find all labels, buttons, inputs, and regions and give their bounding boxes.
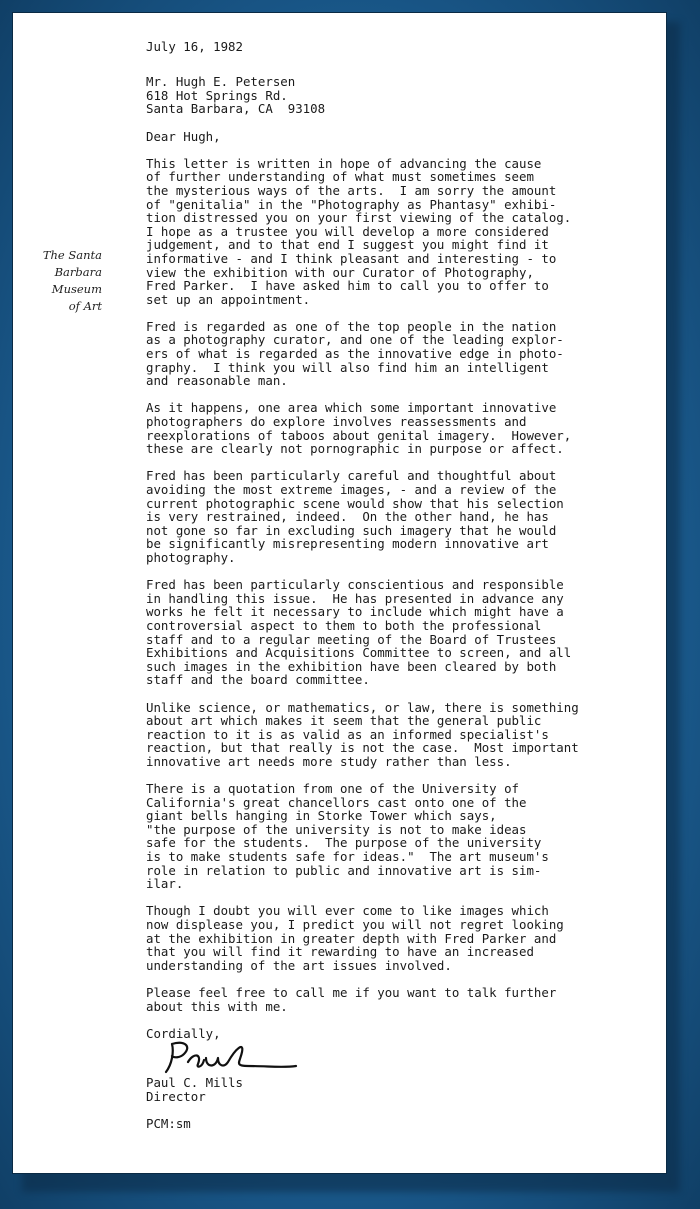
paragraph-line: such images in the exhibition have been cleared by both: [146, 658, 557, 674]
paragraph-line: ers of what is regarded as the innovative edge in photo-: [146, 346, 564, 362]
paragraph-line: I hope as a trustee you will develop a more considered: [146, 223, 549, 239]
paragraph-line: Fred has been particularly careful and thoughtful about: [146, 468, 557, 484]
address-line: 618 Hot Springs Rd.: [146, 87, 288, 103]
paragraph-line: is to make students safe for ideas." The art museum's: [146, 849, 549, 865]
signer-title: Director: [146, 1088, 206, 1104]
museum-letterhead: [30, 247, 102, 315]
paragraph-line: at the exhibition in greater depth with Fred Parker and: [146, 930, 557, 946]
salutation: Dear Hugh,: [146, 128, 221, 144]
paragraph-line: and reasonable man.: [146, 373, 288, 389]
paragraph-line: Fred Parker. I have asked him to call you to offer to: [146, 278, 549, 294]
paragraph: [146, 469, 636, 564]
paragraph-line: is very restrained, indeed. On the other hand, he has: [146, 509, 549, 525]
letter-body: [146, 40, 636, 1131]
paragraph: [146, 320, 636, 388]
paragraph-line: view the exhibition with our Curator of Photography,: [146, 264, 534, 280]
paragraph-line: controversial aspect to them to both the professional: [146, 617, 542, 633]
paragraph-line: in handling this issue. He has presented in advance any: [146, 590, 564, 606]
paragraph: [146, 157, 636, 307]
paragraph-line: staff and to a regular meeting of the Board of Trustees: [146, 631, 557, 647]
paragraph-line: works he felt it necessary to include which might have a: [146, 604, 564, 620]
address-line: Mr. Hugh E. Petersen: [146, 74, 296, 90]
paragraph-line: Fred has been particularly conscientious and responsible: [146, 577, 564, 593]
paragraph-line: about this with me.: [146, 998, 288, 1014]
paragraph-line: now displease you, I predict you will not regret looking: [146, 917, 564, 932]
recipient-address: [146, 75, 636, 116]
paragraph-line: of further understanding of what must sometimes seem: [146, 169, 534, 185]
paragraph: [146, 904, 636, 972]
letter-date: July 16, 1982: [146, 39, 243, 54]
paragraph-line: judgement, and to that end I suggest you might find it: [146, 237, 549, 253]
paragraph-line: role in relation to public and innovative art is sim-: [146, 862, 542, 878]
paragraph-line: giant bells hanging in Storke Tower which says,: [146, 808, 497, 824]
paragraph-line: of "genitalia" in the "Photography as Phantasy" exhibi-: [146, 196, 557, 212]
paragraph-line: ilar.: [146, 876, 184, 892]
reference-initials: PCM:sm: [146, 1116, 191, 1132]
paragraph-line: current photographic scene would show that his selection: [146, 495, 564, 511]
paragraph-line: be significantly misrepresenting modern innovative art: [146, 536, 549, 552]
paragraph-line: "the purpose of the university is not to make ideas: [146, 821, 527, 837]
paragraph-line: As it happens, one area which some important innovative: [146, 400, 557, 416]
letterhead-line: Barbara: [54, 265, 102, 279]
paragraph-line: reexplorations of taboos about genital imagery. However,: [146, 427, 572, 443]
letterhead-line: of Art: [68, 299, 102, 313]
letterhead-line: The Santa: [42, 248, 102, 262]
paragraph-line: photographers do explore involves reassessments and: [146, 414, 527, 430]
paragraph-line: graphy. I think you will also find him an intelligent: [146, 359, 549, 375]
paragraph-line: tion distressed you on your first viewing of the catalog.: [146, 210, 572, 226]
paragraph-line: California's great chancellors cast onto one of the: [146, 794, 527, 810]
paragraph-line: informative - and I think pleasant and interesting - to: [146, 250, 557, 266]
paragraph: [146, 701, 636, 769]
letterhead-line: Museum: [51, 282, 102, 296]
paragraph-line: photography.: [146, 549, 236, 565]
paragraph-line: Unlike science, or mathematics, or law, there is something: [146, 699, 579, 715]
letter-paragraphs: [146, 157, 636, 1027]
paragraph: [146, 782, 636, 891]
address-line: Santa Barbara, CA 93108: [146, 101, 326, 117]
paragraph-line: Though I doubt you will ever come to like images which: [146, 903, 549, 919]
paragraph-line: as a photography curator, and one of the leading explor-: [146, 332, 564, 348]
paragraph-line: There is a quotation from one of the University of: [146, 781, 519, 797]
handwritten-signature: [158, 1040, 298, 1076]
paragraph-line: reaction to it is as valid as an informed specialist's: [146, 726, 549, 742]
paragraph-line: avoiding the most extreme images, - and a review of the: [146, 482, 557, 497]
paragraph-line: Fred is regarded as one of the top people in the nation: [146, 318, 557, 334]
paragraph-line: that you will find it rewarding to have an increased: [146, 944, 534, 960]
paragraph-line: staff and the board committee.: [146, 672, 370, 688]
paragraph-line: these are clearly not pornographic in purpose or affect.: [146, 441, 564, 457]
signer-name: Paul C. Mills: [146, 1075, 243, 1091]
paragraph-line: the mysterious ways of the arts. I am sorry the amount: [146, 182, 557, 198]
paragraph-line: Please feel free to call me if you want to talk further: [146, 984, 557, 1000]
paragraph-line: about art which makes it seem that the general public: [146, 713, 542, 729]
paragraph: [146, 401, 636, 455]
paragraph: [146, 986, 636, 1013]
closing: Cordially,: [146, 1025, 221, 1041]
paragraph-line: This letter is written in hope of advancing the cause: [146, 155, 542, 171]
paragraph-line: understanding of the art issues involved.: [146, 957, 452, 973]
paragraph-line: not gone so far in excluding such imagery that he would: [146, 522, 557, 538]
paragraph-line: reaction, but that really is not the case. Most important: [146, 740, 579, 756]
paragraph-line: Exhibitions and Acquisitions Committee to screen, and all: [146, 645, 572, 661]
paragraph-line: set up an appointment.: [146, 291, 311, 307]
paragraph: [146, 578, 636, 687]
paragraph-line: innovative art needs more study rather than less.: [146, 753, 512, 769]
paragraph-line: safe for the students. The purpose of the university: [146, 835, 542, 851]
